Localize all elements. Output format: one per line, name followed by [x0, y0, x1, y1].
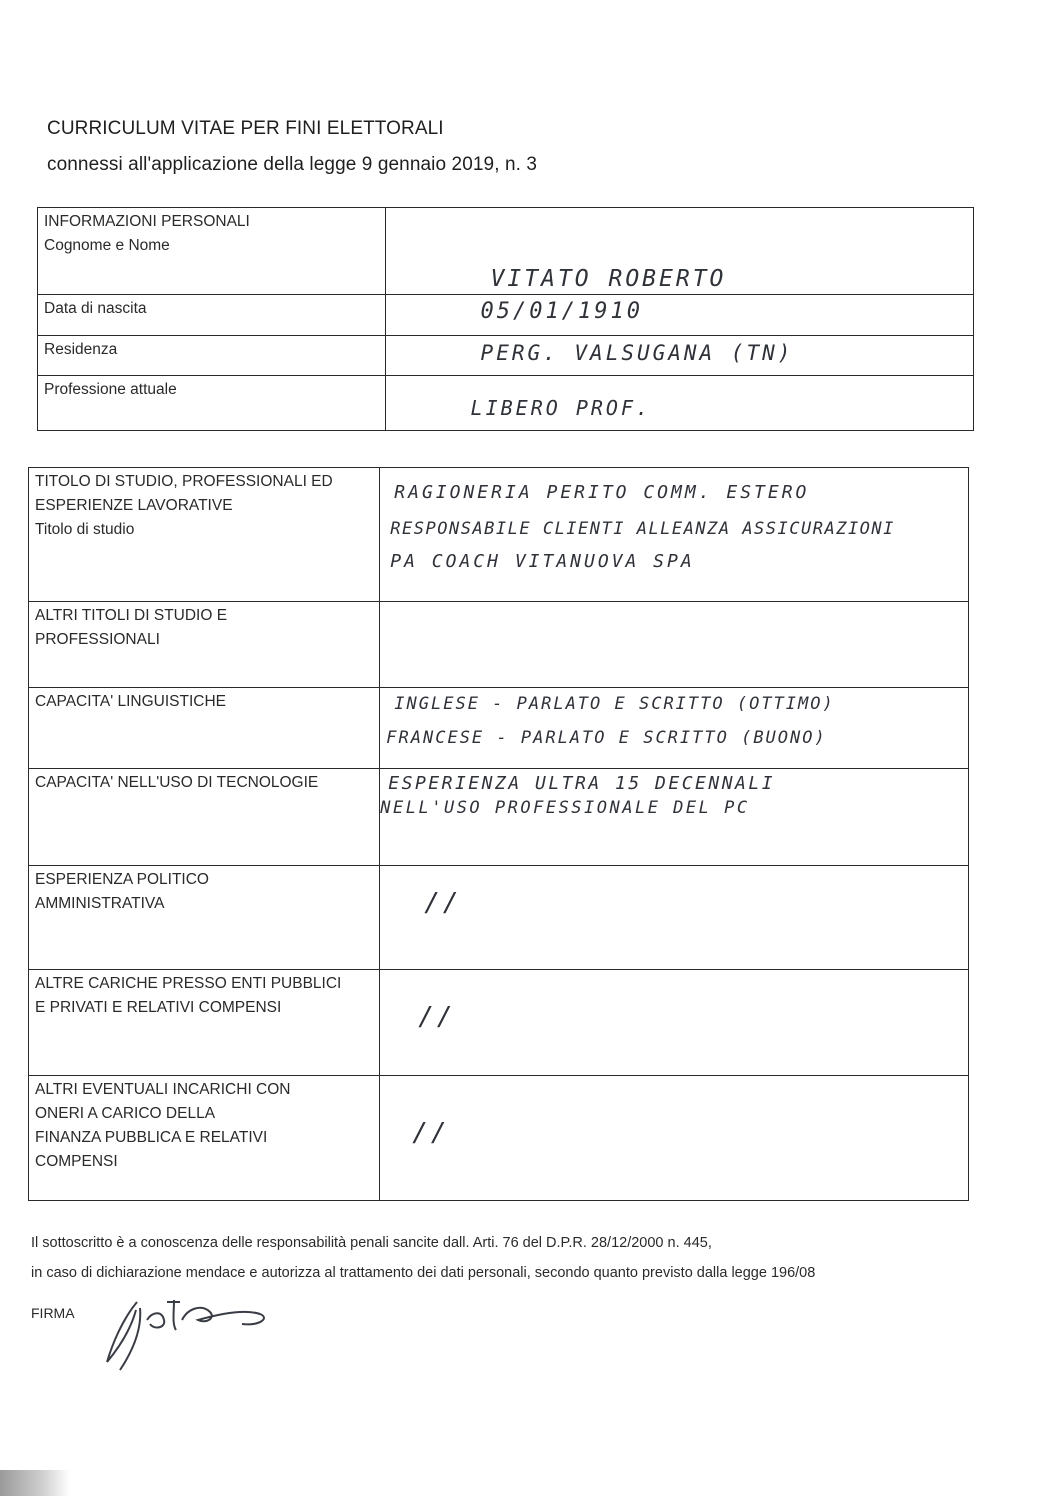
- name-value: VITATO ROBERTO: [490, 266, 727, 292]
- languages-line-2: FRANCESE - PARLATO E SCRITTO (BUONO): [386, 728, 827, 748]
- tech-line-2: NELL'USO PROFESSIONALE DEL PC: [380, 798, 750, 818]
- education-section-label-2: ESPERIENZE LAVORATIVE: [35, 497, 233, 514]
- tasks-label-1: ALTRI EVENTUALI INCARICHI CON: [35, 1081, 291, 1098]
- personal-info-table: [37, 207, 974, 431]
- education-value-cell: [380, 468, 969, 602]
- languages-line-1: INGLESE - PARLATO E SCRITTO (OTTIMO): [394, 694, 835, 714]
- signature-label: FIRMA: [31, 1305, 75, 1321]
- tasks-label-4: COMPENSI: [35, 1153, 118, 1170]
- document-title: CURRICULUM VITAE PER FINI ELETTORALI: [47, 118, 444, 139]
- tasks-label-2: ONERI A CARICO DELLA: [35, 1105, 216, 1122]
- posts-label-1: ALTRE CARICHE PRESSO ENTI PUBBLICI: [35, 975, 342, 992]
- languages-value-cell: [380, 688, 969, 769]
- other-titles-label-2: PROFESSIONALI: [35, 631, 160, 648]
- tech-line-1: ESPERIENZA ULTRA 15 DECENNALI: [388, 773, 776, 794]
- education-line-2: RESPONSABILE CLIENTI ALLEANZA ASSICURAZIONI: [390, 519, 895, 539]
- residence-value: PERG. VALSUGANA (TN): [480, 341, 794, 365]
- tasks-label-cell: [29, 1076, 380, 1201]
- education-label-cell: [29, 468, 380, 602]
- handwritten-signature: [92, 1290, 292, 1375]
- posts-label-2: E PRIVATI E RELATIVI COMPENSI: [35, 999, 282, 1016]
- birth-value-cell: [385, 295, 973, 336]
- birth-value: 05/01/1910: [480, 299, 643, 324]
- tasks-label-3: FINANZA PUBBLICA E RELATIVI: [35, 1129, 268, 1146]
- experience-table: [28, 467, 969, 1201]
- residence-value-cell: [385, 336, 973, 376]
- document-subtitle: connessi all'applicazione della legge 9 gennaio 2019, n. 3: [47, 154, 538, 175]
- education-line-3: PA COACH VITANUOVA SPA: [390, 551, 695, 572]
- posts-label-cell: [29, 970, 380, 1076]
- personal-label-cell: [38, 208, 386, 295]
- birth-label: Data di nascita: [38, 295, 386, 336]
- other-titles-value-cell: [380, 602, 969, 688]
- profession-value-cell: [385, 376, 973, 431]
- tasks-value: //: [412, 1118, 450, 1148]
- education-title-label: Titolo di studio: [35, 521, 135, 538]
- education-line-1: RAGIONERIA PERITO COMM. ESTERO: [394, 482, 810, 503]
- tech-value-cell: [380, 769, 969, 866]
- profession-value: LIBERO PROF.: [470, 396, 652, 420]
- politics-value-cell: [380, 866, 969, 970]
- politics-label-cell: [29, 866, 380, 970]
- languages-label: CAPACITA' LINGUISTICHE: [29, 688, 380, 769]
- posts-value: //: [418, 1002, 456, 1032]
- profession-label: Professione attuale: [38, 376, 386, 431]
- posts-value-cell: [380, 970, 969, 1076]
- declaration-line-2: in caso di dichiarazione mendace e autorizza al trattamento dei dati personali, secondo quanto previsto dalla legge 196/08: [31, 1265, 816, 1281]
- tech-label: CAPACITA' NELL'USO DI TECNOLOGIE: [29, 769, 380, 866]
- scan-artifact: [0, 1470, 70, 1496]
- declaration-line-1: Il sottoscritto è a conoscenza delle responsabilità penali sancite dall. Arti. 76 del D.P.R. 28/12/2000 n. 445,: [31, 1235, 712, 1251]
- education-section-label-1: TITOLO DI STUDIO, PROFESSIONALI ED: [35, 473, 333, 490]
- name-label: Cognome e Nome: [44, 237, 170, 254]
- residence-label: Residenza: [38, 336, 386, 376]
- tasks-value-cell: [380, 1076, 969, 1201]
- other-titles-label-1: ALTRI TITOLI DI STUDIO E: [35, 607, 228, 624]
- politics-value: //: [424, 888, 462, 918]
- other-titles-label-cell: [29, 602, 380, 688]
- personal-section-label: INFORMAZIONI PERSONALI: [44, 213, 250, 230]
- politics-label-1: ESPERIENZA POLITICO: [35, 871, 209, 888]
- politics-label-2: AMMINISTRATIVA: [35, 895, 165, 912]
- name-value-cell: [385, 208, 973, 295]
